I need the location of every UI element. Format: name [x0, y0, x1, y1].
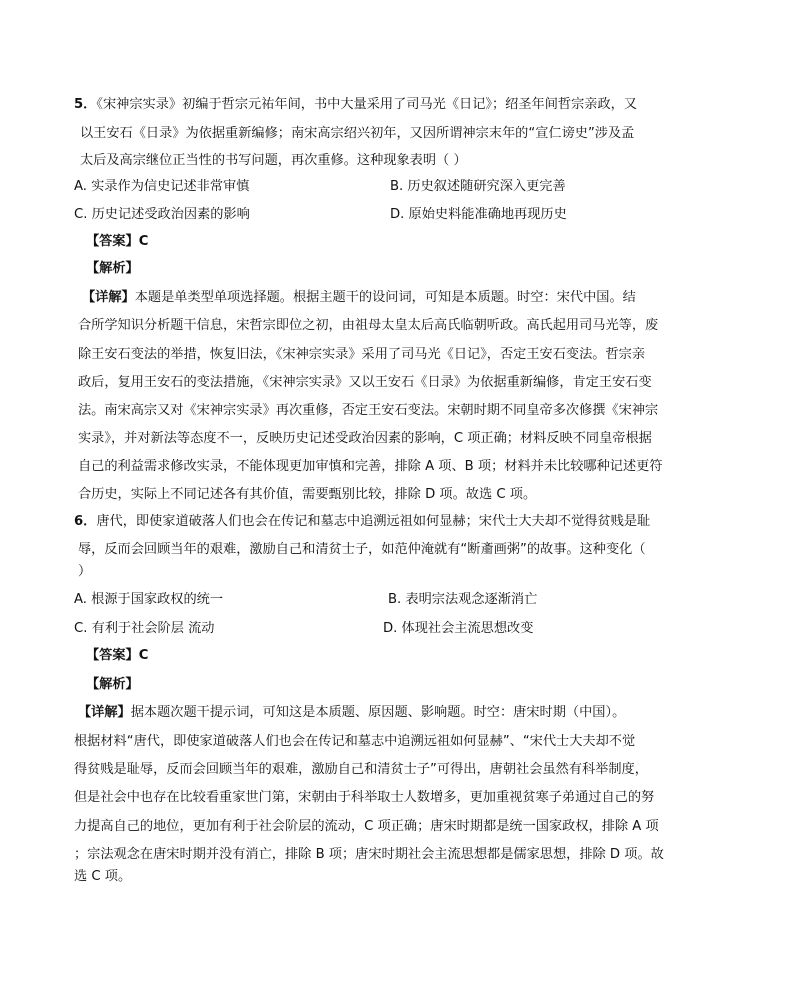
q5-analysis-label: 【解析】	[86, 261, 139, 276]
q6-option-a: A. 根源于国家政权的统一	[74, 592, 224, 607]
q6-analysis-label: 【解析】	[86, 677, 139, 692]
q5-detail-line-1	[82, 288, 636, 308]
q6-detail-text-1: 据本题次题干提示词，可知这是本质题、原因题、影响题。时空：唐宋时期（中国）。	[130, 705, 626, 720]
q6-stem-line-1	[74, 512, 650, 532]
q6-detail-line-5: 力提高自己的地位，更加有利于社会阶层的流动，C 项正确；唐宋时期都是统一国家政权，排除 A 项	[74, 819, 659, 834]
q5-answer-label: 【答案】	[86, 234, 139, 249]
q5-detail-line-2: 合所学知识分析题干信息，宋哲宗即位之初，由祖母太皇太后高氏临朝听政。高氏起用司马光等，废	[78, 318, 659, 333]
q5-option-c: C. 历史记述受政治因素的影响	[74, 207, 250, 222]
q5-answer	[86, 232, 148, 252]
q5-number: 5．	[74, 97, 97, 112]
q6-detail-line-6: ；宗法观念在唐宋时期并没有消亡，排除 B 项；唐宋时期社会主流思想都是儒家思想，排除 D 项。故	[74, 847, 664, 862]
q6-detail-line-1	[78, 703, 625, 723]
q5-stem-text-3: 太后及高宗继位正当性的书写问题，再次重修。这种现象表明（ ）	[80, 153, 467, 168]
q6-detail-label: 【详解】	[78, 705, 131, 720]
q6-stem-line-3: ）	[78, 564, 92, 579]
q5-detail-line-7: 自己的利益需求修改实录，不能体现更加审慎和完善，排除 A 项、B 项；材料并未比较哪种记述更符	[78, 459, 663, 474]
q6-detail-line-4: 但是社会中也存在比较看重家世门第，宋朝由于科举取士人数增多，更加重视贫寒子弟通过自己的努	[74, 790, 655, 805]
q6-detail-line-7: 选 C 项。	[74, 869, 132, 884]
q5-option-d: D. 原始史料能准确地再现历史	[390, 207, 567, 222]
q5-detail-line-8: 合历史，实际上不同记述各有其价值，需要甄别比较，排除 D 项。故选 C 项。	[78, 487, 537, 502]
q6-detail-line-3: 得贫贱是耻辱，反而会回顾当年的艰难，激励自己和清贫士子”可得出，唐朝社会虽然有科举制度，	[74, 762, 648, 777]
q5-stem-text-2: 以王安石《日录》为依据重新编修；南宋高宗绍兴初年，又因所谓神宗末年的“宣仁谤史”涉及孟	[80, 126, 635, 141]
q6-stem-text-1: 唐代，即使家道破落人们也会在传记和墓志中追溯远祖如何显赫；宋代士大夫却不觉得贫贱是耻	[96, 514, 651, 529]
q5-stem-line-1	[74, 95, 637, 115]
q6-option-b: B. 表明宗法观念逐渐消亡	[388, 592, 538, 607]
q5-answer-value: C	[138, 234, 149, 249]
q6-option-c: C. 有利于社会阶层 流动	[74, 621, 215, 636]
q5-detail-line-6: 实录》，并对新法等态度不一，反映历史记述受政治因素的影响，C 项正确；材料反映不同皇帝根据	[78, 431, 652, 446]
q6-option-d: D. 体现社会主流思想改变	[383, 621, 534, 636]
q6-answer-label: 【答案】	[86, 648, 139, 663]
q5-stem-text-1: 《宋神宗实录》初编于哲宗元祐年间，书中大量采用了司马光《日记》；绍圣年间哲宗亲政，又	[96, 97, 638, 112]
q5-detail-label: 【详解】	[82, 290, 135, 305]
q5-option-a: A. 实录作为信史记述非常审慎	[74, 179, 250, 194]
q5-detail-line-5: 法。南宋高宗又对《宋神宗实录》再次重修，否定王安石变法。宋朝时期不同皇帝多次修撰《宋神宗	[78, 403, 659, 418]
q6-answer	[86, 646, 148, 666]
q5-detail-line-4: 政后，复用王安石的变法措施，《宋神宗实录》又以王安石《日录》为依据重新编修，肯定王安石变	[78, 375, 652, 390]
q5-stem-line-3	[80, 151, 467, 171]
q5-detail-text-1: 本题是单类型单项选择题。根据主题干的设问词，可知是本质题。时空：宋代中国。结	[134, 290, 636, 305]
q6-number: 6．	[74, 514, 97, 529]
q5-detail-line-3: 除王安石变法的举措，恢复旧法，《宋神宗实录》采用了司马光《日记》，否定王安石变法。哲宗亲	[78, 347, 646, 362]
q5-option-b: B. 历史叙述随研究深入更完善	[390, 179, 566, 194]
q6-detail-line-2: 根据材料“唐代，即使家道破落人们也会在传记和墓志中追溯远祖如何显赫”、“宋代士大夫却不觉	[74, 734, 636, 749]
q6-stem-line-2: 辱，反而会回顾当年的艰难，激励自己和清贫士子，如范仲淹就有“断齑画粥”的故事。这种变化（	[78, 542, 646, 557]
q6-answer-value: C	[138, 648, 149, 663]
q5-stem-line-2	[80, 124, 634, 144]
